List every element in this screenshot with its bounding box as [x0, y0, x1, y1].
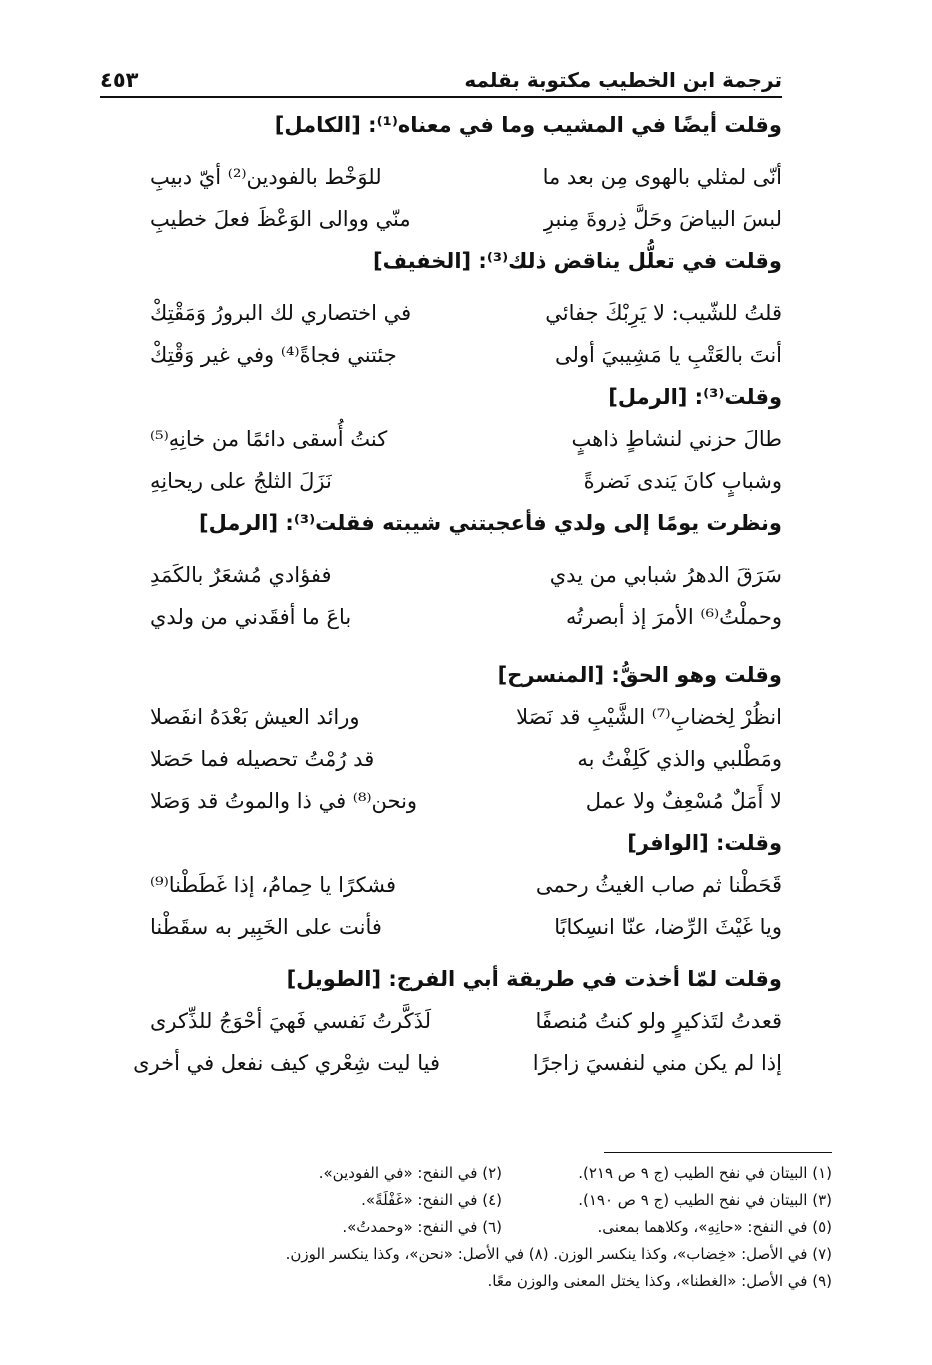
verse-line [150, 334, 782, 376]
verse-first-hemistich: وحملْتُ⁽⁶⁾ الأمرَ إذ أبصرتُه [565, 605, 782, 629]
verse-line [150, 738, 782, 780]
verse-first-hemistich: قلتُ للشّيب: لا يَرِبْكَ جفائي [545, 301, 782, 325]
footnote: (٣) البيتان في نفح الطيب (ج ٩ ص ١٩٠). [578, 1191, 832, 1209]
footnote: (٢) في النفح: «في الفودين». [318, 1164, 502, 1182]
verse-line [150, 596, 782, 638]
section-intro: وقلت وهو الحقُّ: [المنسرح] [497, 663, 782, 687]
verse-line [150, 780, 782, 822]
verse-first-hemistich: إذا لم يكن مني لنفسيَ زاجرًا [532, 1051, 782, 1075]
footnote-row [60, 1187, 832, 1214]
verse-line [150, 554, 782, 596]
footnote: (١) البيتان في نفح الطيب (ج ٩ ص ٢١٩). [578, 1164, 832, 1182]
verse-second-hemistich: فيا ليت شِعْري كيف نفعل في أخرى [133, 1051, 440, 1075]
footnote-rule [604, 1152, 832, 1153]
verse-first-hemistich: أنّى لمثلي بالهوى مِن بعد ما [542, 165, 782, 189]
verse-second-hemistich: نَزَلَ الثلجُ على ريحانِهِ [150, 469, 332, 493]
verse-second-hemistich: للوَخْط بالفودين⁽²⁾ أيّ دبيبِ [150, 165, 382, 189]
verse-second-hemistich: ففؤادي مُشعَرٌ بالكَمَدِ [150, 563, 332, 587]
verse-first-hemistich: ومَطْلبي والذي كَلِفْتُ به [577, 747, 782, 771]
verse-second-hemistich: كنتُ أُسقى دائمًا من خانِهِ⁽⁵⁾ [150, 427, 388, 451]
section-intro: وقلت⁽³⁾: [الرمل] [608, 385, 782, 409]
verse-first-hemistich: طالَ حزني لنشاطٍ ذاهبٍ [571, 427, 782, 451]
footnote-row [60, 1268, 832, 1295]
footnote-row [60, 1160, 832, 1187]
verse-line [133, 1042, 782, 1084]
verse-first-hemistich: قعدتُ لتَذكيرٍ ولو كنتُ مُنصفًا [535, 1009, 782, 1033]
verse-line [150, 156, 782, 198]
verse-second-hemistich: فأنت على الخَبِير به سقَطْنا [150, 915, 382, 939]
footnotes [60, 1160, 832, 1295]
footnote: (٥) في النفح: «حانِهِ»، وكلاهما بمعنى. [597, 1218, 832, 1236]
verse-second-hemistich: في اختصاري لك البرورُ وَمَقْتِكْ [150, 301, 412, 325]
verse-line [150, 1000, 782, 1042]
verse-second-hemistich: ورائد العيش بَعْدَهُ انفَصلا [150, 705, 360, 729]
verse-second-hemistich: قد رُمْتُ تحصيله فما حَصَلا [150, 747, 375, 771]
running-title: ترجمة ابن الخطيب مكتوبة بقلمه [464, 68, 782, 92]
verse-line [150, 460, 782, 502]
verse-second-hemistich: منّي ووالى الوَعْظَ فعلَ خطيبِ [150, 207, 411, 231]
footnote: (٤) في النفح: «غَفْلَةً». [361, 1191, 502, 1209]
verse-first-hemistich: سَرَقَ الدهرُ شبابي من يدي [549, 563, 782, 587]
section-intro: وقلت لمّا أخذت في طريقة أبي الفرج: [الطويل] [286, 967, 782, 991]
verse-second-hemistich: جئتني فجاةً⁽⁴⁾ وفي غير وَقْتِكْ [150, 343, 397, 367]
page-header [100, 52, 782, 92]
verse-first-hemistich: انظُرْ لِخضابِ⁽⁷⁾ الشَّيْبِ قد نَصَلا [516, 705, 782, 729]
verse-line [150, 292, 782, 334]
footnote: (٦) في النفح: «وحمدتُ». [342, 1218, 502, 1236]
poem-body [133, 104, 782, 1084]
verse-second-hemistich: باعَ ما أفقَدني من ولدي [150, 605, 352, 629]
verse-first-hemistich: ويا غَيْثَ الرِّضا، عنّا انسِكابًا [554, 915, 782, 939]
footnote-row [60, 1214, 832, 1241]
section-intro: وقلت: [الوافر] [627, 831, 782, 855]
section-intro: وقلت في تعلُّل يناقض ذلك⁽³⁾: [الخفيف] [373, 249, 782, 273]
verse-line [150, 696, 782, 738]
verse-line [150, 198, 782, 240]
verse-first-hemistich: قَحَطْنا ثم صاب الغيثُ رحمى [535, 873, 782, 897]
footnote-row [60, 1241, 832, 1268]
footnote: (٧) في الأصل: «خِضاب»، وكذا ينكسر الوزن. (٨) في الأصل: «نحن»، وكذا ينكسر الوزن. [285, 1245, 832, 1263]
verse-line [150, 864, 782, 906]
verse-first-hemistich: لا أَمَلٌ مُسْعِفٌ ولا عمل [585, 789, 782, 813]
verse-line [150, 418, 782, 460]
section-intro: ونظرت يومًا إلى ولدي فأعجبتني شيبته فقلت⁽³⁾: [الرمل] [199, 511, 782, 535]
footnote: (٩) في الأصل: «الغطنا»، وكذا يختل المعنى والوزن معًا. [487, 1272, 832, 1290]
page-number: ٤٥٣ [100, 68, 139, 92]
section-intro: وقلت أيضًا في المشيب وما في معناه⁽¹⁾: [الكامل] [274, 113, 782, 137]
verse-second-hemistich: ونحن⁽⁸⁾ في ذا والموتُ قد وَصَلا [150, 789, 418, 813]
verse-second-hemistich: لَذَكَّرتُ نَفسي فَهيَ أحْوَجُ للذِّكرى [150, 1009, 432, 1033]
verse-line [150, 906, 782, 948]
verse-first-hemistich: أنتَ بالعَتْبِ يا مَشِيبيَ أولى [554, 343, 782, 367]
verse-second-hemistich: فشكرًا يا حِمامُ، إذا غَطَطْنا⁽⁹⁾ [150, 873, 396, 897]
verse-first-hemistich: لبسَ البياضَ وحَلَّ ذِروةَ مِنبرِ [543, 207, 782, 231]
header-rule [100, 96, 782, 98]
verse-first-hemistich: وشبابٍ كانَ يَندى نَضرةً [583, 469, 782, 493]
